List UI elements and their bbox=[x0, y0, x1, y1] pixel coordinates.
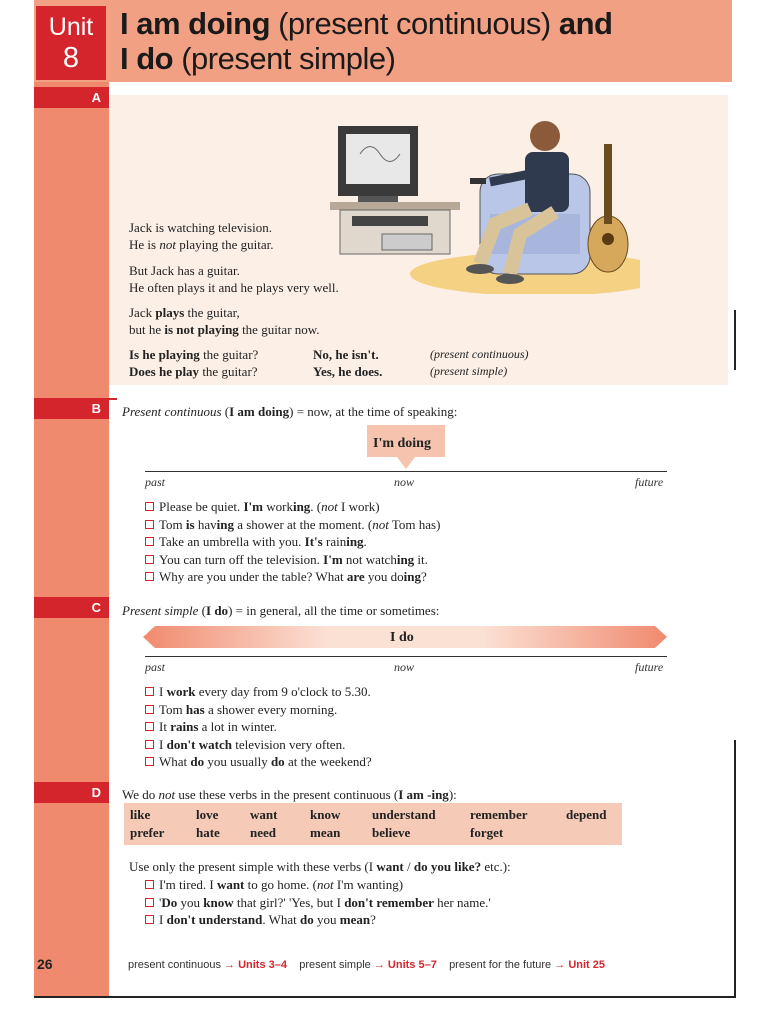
b-example-2: Tom is having a shower at the moment. (not Tom has) bbox=[145, 516, 440, 534]
title-rest-1: (present continuous) bbox=[270, 6, 559, 41]
d-intro: We do not use these verbs in the present continuous (I am -ing): bbox=[122, 787, 457, 802]
b-example-3: Take an umbrella with you. It's raining. bbox=[145, 533, 440, 551]
checkbox-icon bbox=[145, 687, 154, 696]
d-examples bbox=[145, 876, 491, 929]
verb: believe bbox=[372, 825, 411, 840]
checkbox-icon bbox=[145, 722, 154, 731]
a-answer-2: Yes, he does. bbox=[313, 364, 383, 379]
b-timeline bbox=[145, 471, 667, 472]
a-line-4: He often plays it and he plays very well. bbox=[129, 280, 339, 295]
a-answer-1: No, he isn't. bbox=[313, 347, 379, 362]
c-timeline bbox=[145, 656, 667, 657]
checkbox-icon bbox=[145, 880, 154, 889]
a-line-3: But Jack has a guitar. bbox=[129, 263, 240, 278]
verb: know bbox=[310, 807, 341, 822]
checkbox-icon bbox=[145, 555, 154, 564]
a-question-1: Is he playing the guitar? bbox=[129, 347, 259, 362]
b-examples bbox=[145, 498, 440, 586]
c-example-5: What do you usually do at the weekend? bbox=[145, 753, 372, 771]
c-now: now bbox=[394, 660, 415, 674]
verb: mean bbox=[310, 825, 341, 840]
c-example-3: It rains a lot in winter. bbox=[145, 718, 372, 736]
a-line-2: He is not playing the guitar. bbox=[129, 237, 274, 252]
c-box-label: I do bbox=[390, 630, 414, 645]
a-line-6: but he is not playing the guitar now. bbox=[129, 322, 320, 337]
xref-text-1: present continuous bbox=[128, 959, 221, 971]
c-example-2: Tom has a shower every morning. bbox=[145, 701, 372, 719]
b-example-5: Why are you under the table? What are you doing? bbox=[145, 568, 440, 586]
page-title bbox=[120, 6, 612, 76]
b-now: now bbox=[394, 475, 415, 489]
c-past: past bbox=[145, 660, 166, 674]
d-example-1: I'm tired. I want to go home. (not I'm wanting) bbox=[145, 876, 491, 894]
title-rest-2: (present simple) bbox=[173, 41, 396, 76]
right-edge-rule bbox=[734, 740, 736, 998]
unit-label: Unit bbox=[48, 13, 94, 41]
checkbox-icon bbox=[145, 705, 154, 714]
jack-watching-tv-illustration bbox=[330, 104, 640, 294]
section-c-label: C bbox=[34, 597, 109, 618]
verb: hate bbox=[196, 825, 220, 840]
c-future: future bbox=[635, 660, 664, 674]
checkbox-icon bbox=[145, 502, 154, 511]
a-note-1: (present continuous) bbox=[430, 347, 529, 361]
checkbox-icon bbox=[145, 915, 154, 924]
cross-references bbox=[128, 959, 605, 971]
section-d-label: D bbox=[34, 782, 109, 803]
section-a-label: A bbox=[34, 87, 109, 108]
xref-text-2: present simple bbox=[299, 959, 371, 971]
checkbox-icon bbox=[145, 898, 154, 907]
checkbox-icon bbox=[145, 740, 154, 749]
verb: remember bbox=[470, 807, 528, 822]
verb: understand bbox=[372, 807, 436, 822]
c-heading: Present simple (I do) = in general, all the time or sometimes: bbox=[122, 603, 440, 618]
b-heading: Present continuous (I am doing) = now, at the time of speaking: bbox=[122, 404, 458, 419]
verb: like bbox=[130, 807, 151, 822]
verb: prefer bbox=[130, 825, 165, 840]
xref-text-3: present for the future bbox=[449, 959, 552, 971]
verb: forget bbox=[470, 825, 504, 840]
checkbox-icon bbox=[145, 757, 154, 766]
c-example-1: I work every day from 9 o'clock to 5.30. bbox=[145, 683, 372, 701]
a-note-2: (present simple) bbox=[430, 364, 508, 378]
a-line-1: Jack is watching television. bbox=[129, 220, 272, 235]
verb-list-box bbox=[124, 803, 622, 845]
b-box-label: I'm doing bbox=[373, 436, 431, 451]
a-question-2: Does he play the guitar? bbox=[129, 364, 258, 379]
arrow-icon: → bbox=[224, 959, 236, 971]
verb: need bbox=[250, 825, 276, 840]
unit-number: 8 bbox=[62, 42, 80, 74]
arrow-icon: → bbox=[554, 959, 566, 971]
section-b-rule bbox=[109, 398, 117, 400]
xref-link-2[interactable]: Units 5–7 bbox=[387, 959, 437, 971]
verb: want bbox=[250, 807, 278, 822]
bottom-rule bbox=[34, 996, 736, 998]
arrow-icon: → bbox=[373, 959, 385, 971]
verb: depend bbox=[566, 807, 607, 822]
d-example-3: I don't understand. What do you mean? bbox=[145, 911, 491, 929]
page-number: 26 bbox=[37, 956, 53, 972]
checkbox-icon bbox=[145, 572, 154, 581]
xref-link-1[interactable]: Units 3–4 bbox=[238, 959, 287, 971]
title-bold-2: I do bbox=[120, 41, 174, 76]
b-future: future bbox=[635, 475, 664, 489]
title-and: and bbox=[558, 6, 613, 41]
section-b-label: B bbox=[34, 398, 109, 419]
d-use-only: Use only the present simple with these verbs (I want / do you like? etc.): bbox=[129, 859, 511, 874]
b-example-4: You can turn off the television. I'm not watching it. bbox=[145, 551, 440, 569]
checkbox-icon bbox=[145, 520, 154, 529]
c-examples bbox=[145, 683, 372, 771]
b-example-1: Please be quiet. I'm working. (not I work) bbox=[145, 498, 440, 516]
verb: love bbox=[196, 807, 219, 822]
b-past: past bbox=[145, 475, 166, 489]
c-example-4: I don't watch television very often. bbox=[145, 736, 372, 754]
d-example-2: 'Do you know that girl?' 'Yes, but I don't remember her name.' bbox=[145, 894, 491, 912]
checkbox-icon bbox=[145, 537, 154, 546]
title-bold-1: I am doing bbox=[120, 6, 270, 41]
left-sidebar bbox=[34, 0, 109, 996]
right-edge-rule bbox=[734, 310, 736, 370]
a-line-5: Jack plays the guitar, bbox=[129, 305, 240, 320]
unit-badge bbox=[36, 6, 106, 80]
xref-link-3[interactable]: Unit 25 bbox=[568, 959, 605, 971]
